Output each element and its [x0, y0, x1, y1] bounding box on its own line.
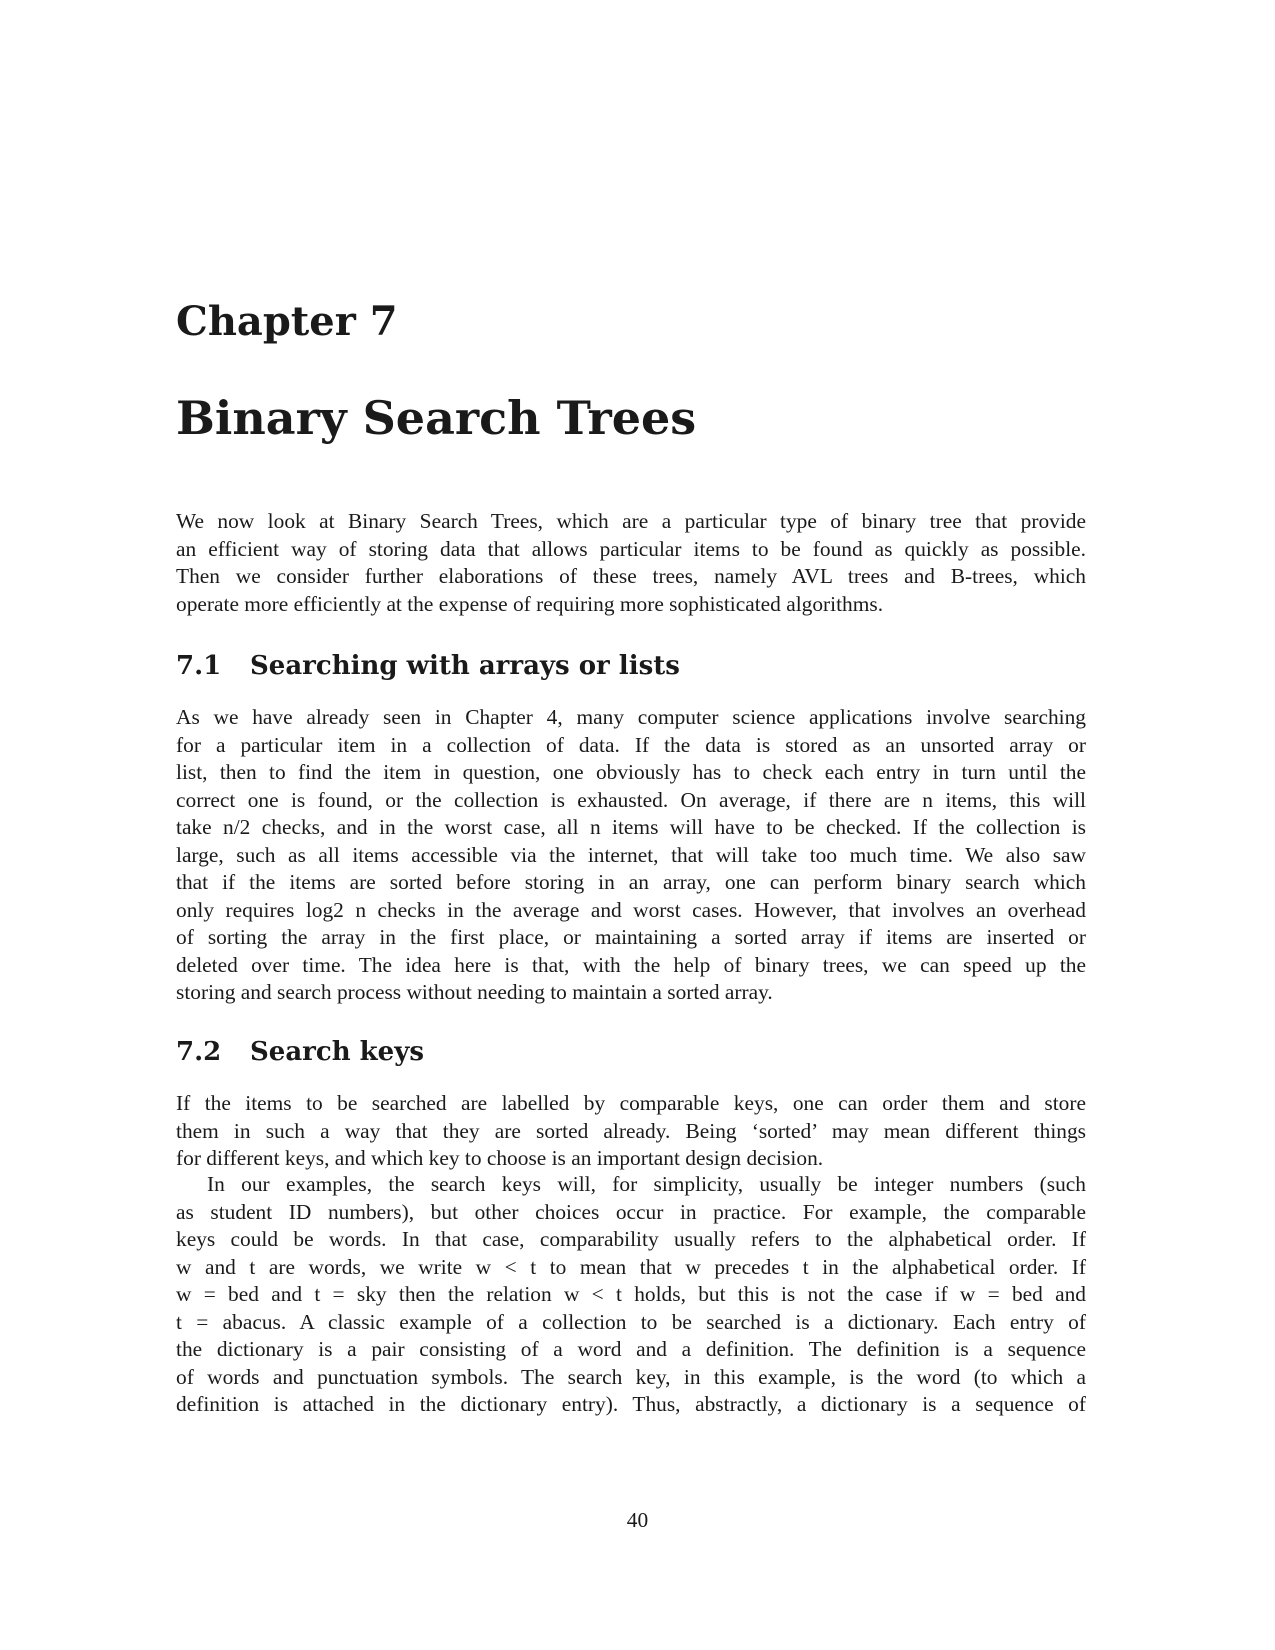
section-heading-7-2: [176, 1036, 424, 1068]
chapter-label: Chapter 7: [176, 298, 398, 345]
paragraph-line: take n/2 checks, and in the worst case, all n items will have to be checked. If the collection is: [176, 815, 1086, 839]
paragraph-line: only requires log2 n checks in the average and worst cases. However, that involves an overhead: [176, 897, 1086, 922]
section-title: Searching with arrays or lists: [250, 651, 680, 681]
paragraph-line: for different keys, and which key to choose is an important design decision.: [176, 1146, 824, 1170]
section-heading-7-1: [176, 650, 680, 682]
intro-line: Then we consider further elaborations of these trees, namely AVL trees and B-trees, which: [176, 564, 1086, 588]
paragraph-line: t = abacus. A classic example of a collection to be searched is a dictionary. Each entry of: [176, 1309, 1086, 1334]
intro-line: We now look at Binary Search Trees, which are a particular type of binary tree that provide: [176, 509, 1086, 533]
paragraph-line: In our examples, the search keys will, for simplicity, usually be integer numbers (such: [207, 1172, 1086, 1196]
paragraph-line: them in such a way that they are sorted already. Being ‘sorted’ may mean different things: [176, 1118, 1086, 1143]
section-7-2-paragraph-1: [176, 1090, 1086, 1173]
paragraph-line: list, then to find the item in question, one obviously has to check each entry in turn until the: [176, 760, 1086, 784]
chapter-title: Binary Search Trees: [176, 391, 697, 445]
paragraph-line: w = bed and t = sky then the relation w < t holds, but this is not the case if w = bed and: [176, 1282, 1086, 1306]
intro-line: an efficient way of storing data that allows particular items to be found as quickly as possible.: [176, 536, 1086, 561]
intro-paragraph: [176, 508, 1086, 618]
paragraph-line: w and t are words, we write w < t to mean that w precedes t in the alphabetical order. If: [176, 1254, 1086, 1279]
section-7-1-paragraph: [176, 704, 1086, 1007]
paragraph-line: of sorting the array in the first place, or maintaining a sorted array if items are inserted or: [176, 925, 1086, 949]
paragraph-line: that if the items are sorted before storing in an array, one can perform binary search which: [176, 870, 1086, 894]
intro-line: operate more efficiently at the expense of requiring more sophisticated algorithms.: [176, 591, 884, 616]
paragraph-line: for a particular item in a collection of data. If the data is stored as an unsorted array or: [176, 732, 1086, 757]
paragraph-line: correct one is found, or the collection is exhausted. On average, if there are n items, this will: [176, 787, 1086, 812]
paragraph-line: As we have already seen in Chapter 4, many computer science applications involve searching: [176, 705, 1086, 729]
section-number: 7.2: [176, 1037, 222, 1067]
paragraph-line: as student ID numbers), but other choices occur in practice. For example, the comparable: [176, 1199, 1086, 1224]
paragraph-line: definition is attached in the dictionary entry). Thus, abstractly, a dictionary is a sequence of: [176, 1392, 1086, 1416]
paragraph-line: If the items to be searched are labelled by comparable keys, one can order them and store: [176, 1091, 1086, 1115]
paragraph-line: of words and punctuation symbols. The search key, in this example, is the word (to which a: [176, 1364, 1086, 1389]
section-title: Search keys: [250, 1037, 424, 1067]
paragraph-line: keys could be words. In that case, comparability usually refers to the alphabetical order. If: [176, 1227, 1086, 1251]
section-number: 7.1: [176, 651, 222, 681]
paragraph-line: large, such as all items accessible via the internet, that will take too much time. We also saw: [176, 842, 1086, 867]
page-number: 40: [626, 1508, 649, 1532]
paragraph-line: the dictionary is a pair consisting of a word and a definition. The definition is a sequence: [176, 1337, 1086, 1361]
paragraph-line: storing and search process without needing to maintain a sorted array.: [176, 980, 773, 1004]
section-7-2-paragraph-2: [176, 1171, 1086, 1419]
paragraph-line: deleted over time. The idea here is that, with the help of binary trees, we can speed up the: [176, 952, 1086, 977]
